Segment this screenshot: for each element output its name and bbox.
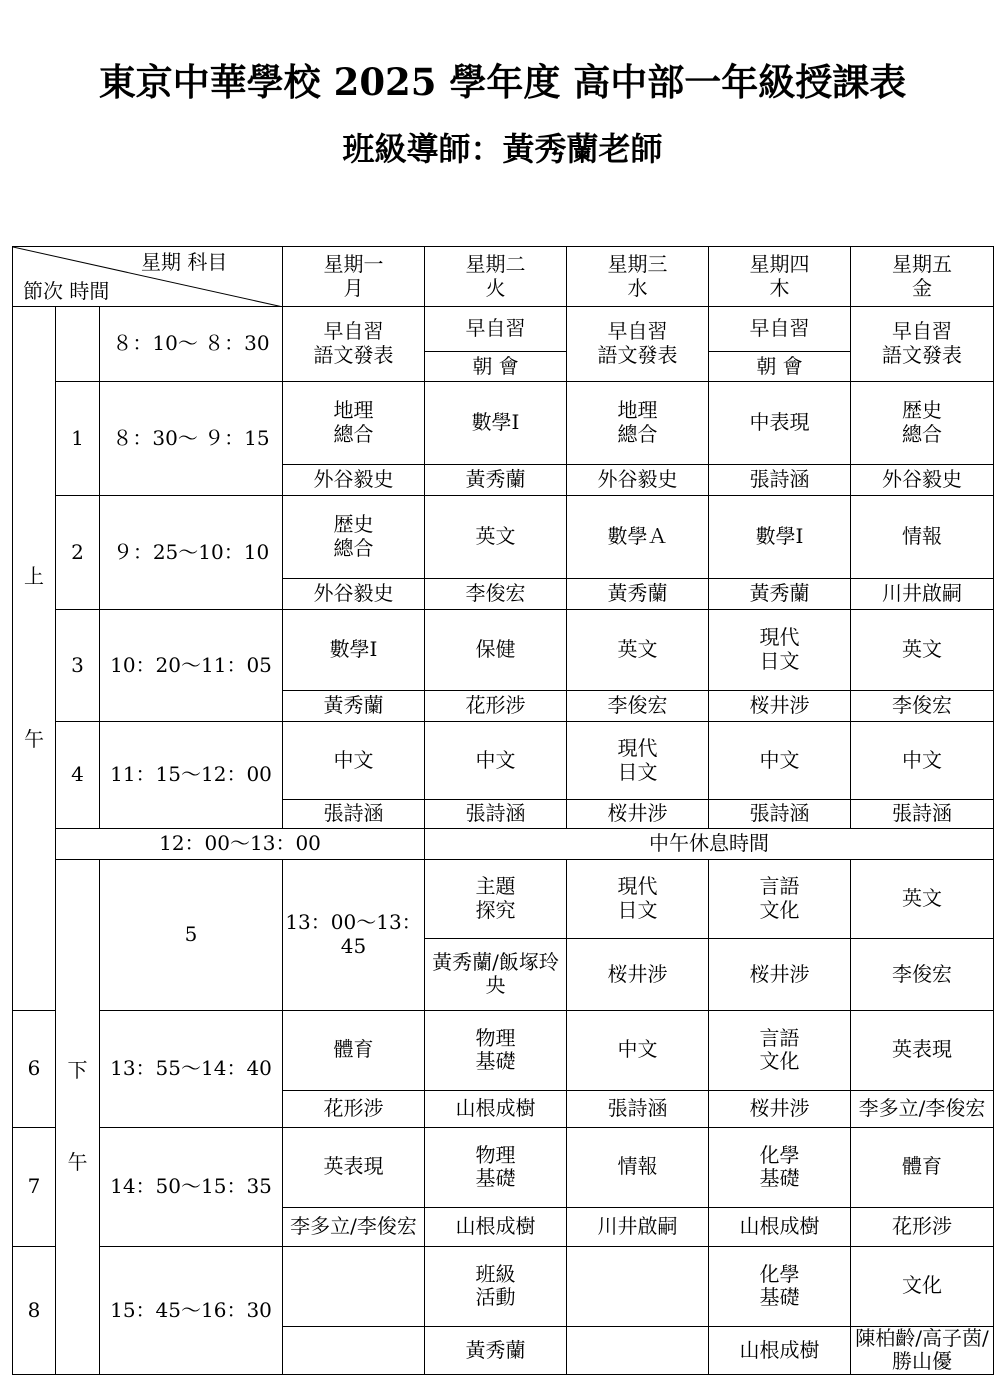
page-title: 東京中華學校 2025 學年度 高中部一年級授課表 <box>98 60 907 104</box>
subject-line: 現代 <box>617 735 658 760</box>
subject-line: 基礎 <box>759 1166 800 1191</box>
period-time: 14：50～15：35 <box>100 1127 283 1246</box>
morning-mon <box>283 307 425 382</box>
teacher-cell: 外谷毅史 <box>851 465 994 496</box>
corner-bottom-label: 節次 時間 <box>23 279 110 303</box>
subject-line: 活動 <box>475 1285 516 1310</box>
subject-line: 中文 <box>475 747 516 772</box>
subject-line: 數學Ⅰ <box>755 524 804 549</box>
teacher-cell: 張詩涵 <box>709 800 851 829</box>
subject-cell <box>567 382 709 465</box>
period-number: 4 <box>56 722 100 829</box>
subject-line: 言語 <box>759 1025 800 1050</box>
morning-fri <box>851 307 994 382</box>
subject-line: 化學 <box>759 1142 800 1167</box>
teacher-cell: 山根成樹 <box>709 1326 851 1374</box>
teacher-cell: 李多立/李俊宏 <box>283 1207 425 1246</box>
subject-line: 英文 <box>902 886 943 911</box>
header-day-thu <box>709 247 851 307</box>
period-number: 2 <box>56 496 100 610</box>
teacher-cell: 山根成樹 <box>425 1207 567 1246</box>
subject-line: 日文 <box>759 649 800 673</box>
subject-line: 班級 <box>475 1261 516 1286</box>
period-time: 11：15～12：00 <box>100 722 283 829</box>
teacher-cell: 山根成樹 <box>709 1207 851 1246</box>
subject-cell <box>851 382 994 465</box>
teacher-cell: 張詩涵 <box>425 800 567 829</box>
subject-line: 英文 <box>617 637 658 662</box>
period-number: 8 <box>13 1246 56 1374</box>
morning-tue-bottom: 朝 會 <box>425 352 567 382</box>
subject-line: 中文 <box>333 747 374 772</box>
subject-line: 日文 <box>617 898 658 922</box>
period-time: 15：45～16：30 <box>100 1246 283 1374</box>
page-subtitle: 班級導師：黃秀蘭老師 <box>342 130 663 168</box>
teacher-cell: 桜井涉 <box>567 939 709 1011</box>
period-row <box>13 382 994 465</box>
subject-line: 地理 <box>617 398 658 423</box>
subject-cell <box>709 1127 851 1207</box>
subject-cell <box>567 1127 709 1207</box>
subject-line: 文化 <box>902 1273 943 1298</box>
day-label: 星期三 <box>607 251 668 276</box>
morning-line2: 語文發表 <box>597 343 678 367</box>
subject-line: 探究 <box>475 898 516 922</box>
teacher-cell: 陳柏齡/高子茵/勝山優 <box>851 1326 994 1374</box>
subject-cell <box>425 722 567 800</box>
subject-cell <box>567 722 709 800</box>
teacher-cell: 桜井涉 <box>709 1090 851 1127</box>
subject-cell <box>709 722 851 800</box>
subject-line: 中文 <box>902 747 943 772</box>
morning-line1: 早自習 <box>323 319 384 344</box>
day-kanji: 月 <box>343 275 364 300</box>
morning-line1: 早自習 <box>892 319 953 344</box>
subject-line: 中文 <box>759 747 800 772</box>
subject-cell <box>283 722 425 800</box>
subject-cell <box>709 1246 851 1326</box>
subject-line: 英表現 <box>892 1037 953 1062</box>
subject-line: 總合 <box>617 422 658 446</box>
subject-cell <box>567 1246 709 1326</box>
lunch-row <box>13 829 994 860</box>
teacher-cell <box>567 1326 709 1374</box>
subject-cell <box>425 496 567 579</box>
period-row <box>13 860 994 939</box>
day-label: 星期二 <box>465 251 526 276</box>
subject-line: 地理 <box>333 398 374 423</box>
subject-line: 情報 <box>902 524 943 549</box>
subject-cell <box>283 1127 425 1207</box>
header-row <box>13 247 994 307</box>
subject-line: 歴史 <box>333 512 374 537</box>
subject-line: 英表現 <box>323 1154 384 1179</box>
subject-line: 現代 <box>617 874 658 899</box>
subject-cell <box>425 610 567 691</box>
teacher-cell: 李俊宏 <box>567 691 709 722</box>
pm-label-bottom: 午 <box>67 1149 88 1174</box>
teacher-cell: 桜井涉 <box>709 939 851 1011</box>
period-time: 13：55～14：40 <box>100 1010 283 1127</box>
subject-cell <box>567 1010 709 1090</box>
period-time: ９：25～10：10 <box>100 496 283 610</box>
morning-line2: 語文發表 <box>882 343 963 367</box>
period-number: 1 <box>56 382 100 496</box>
teacher-cell: 山根成樹 <box>425 1090 567 1127</box>
subject-line: 體育 <box>902 1154 943 1179</box>
subject-line: 保健 <box>475 637 516 662</box>
teacher-cell: 花形涉 <box>425 691 567 722</box>
morning-tue-top: 早自習 <box>425 307 567 352</box>
subject-line: 體育 <box>333 1037 374 1062</box>
subject-cell <box>425 382 567 465</box>
teacher-cell: 黃秀蘭 <box>709 579 851 610</box>
am-label-top: 上 <box>24 563 44 588</box>
teacher-cell: 李俊宏 <box>851 691 994 722</box>
subject-cell <box>283 496 425 579</box>
teacher-cell: 川井啟嗣 <box>567 1207 709 1246</box>
teacher-cell <box>283 1326 425 1374</box>
period-row <box>13 496 994 579</box>
subject-cell <box>425 1246 567 1326</box>
subject-cell <box>709 496 851 579</box>
subject-line: 中表現 <box>749 410 810 435</box>
period-time: 13：00～13：45 <box>283 860 425 1011</box>
teacher-cell: 川井啟嗣 <box>851 579 994 610</box>
teacher-cell: 黃秀蘭 <box>567 579 709 610</box>
day-kanji: 火 <box>485 275 506 300</box>
subject-line: 主題 <box>475 874 516 899</box>
timetable <box>12 246 994 1375</box>
subject-line: 化學 <box>759 1261 800 1286</box>
subject-line: 總合 <box>333 422 374 446</box>
lunch-label: 中午休息時間 <box>425 829 994 860</box>
subject-line: 總合 <box>902 422 943 446</box>
subject-line: 中文 <box>617 1037 658 1062</box>
day-label: 星期一 <box>323 251 384 276</box>
subject-cell <box>851 1127 994 1207</box>
header-day-tue <box>425 247 567 307</box>
teacher-cell: 張詩涵 <box>283 800 425 829</box>
period-number: 7 <box>13 1127 56 1246</box>
corner-top-label: 星期 科目 <box>141 250 228 274</box>
subject-cell <box>709 382 851 465</box>
subject-line: 英文 <box>475 524 516 549</box>
subject-cell <box>567 496 709 579</box>
day-kanji: 金 <box>912 275 933 300</box>
subject-line: 文化 <box>759 1049 800 1074</box>
header-day-fri <box>851 247 994 307</box>
subject-line: 現代 <box>759 625 800 650</box>
header-day-wed <box>567 247 709 307</box>
teacher-cell: 花形涉 <box>283 1090 425 1127</box>
subject-line: 基礎 <box>475 1049 516 1074</box>
teacher-cell: 張詩涵 <box>567 1090 709 1127</box>
subject-line: 文化 <box>759 898 800 922</box>
pm-label-cell <box>56 860 100 1375</box>
am-label-bottom: 午 <box>24 727 44 752</box>
subject-line: 言語 <box>759 874 800 899</box>
subject-line: 日文 <box>617 759 658 784</box>
subject-cell <box>851 722 994 800</box>
morning-wed <box>567 307 709 382</box>
am-label-cell <box>13 307 56 1011</box>
period-number: 6 <box>13 1010 56 1127</box>
subject-cell <box>425 1127 567 1207</box>
subject-line: 數學Ａ <box>607 524 668 549</box>
period-row <box>13 1010 994 1090</box>
morning-line1: 早自習 <box>607 319 668 344</box>
subject-cell <box>283 610 425 691</box>
subject-cell <box>709 1010 851 1090</box>
subject-line: 物理 <box>475 1025 516 1050</box>
subject-cell <box>851 860 994 939</box>
header-day-mon <box>283 247 425 307</box>
period-time: 10：20～11：05 <box>100 610 283 722</box>
subject-cell <box>283 1246 425 1326</box>
subject-cell <box>851 496 994 579</box>
subject-cell <box>851 1246 994 1326</box>
day-kanji: 水 <box>627 275 648 300</box>
day-kanji: 木 <box>769 275 790 300</box>
morning-row <box>13 307 994 352</box>
subject-cell <box>283 382 425 465</box>
subject-cell <box>709 860 851 939</box>
period-row <box>13 1246 994 1326</box>
period-time: ８：30～ ９：15 <box>100 382 283 496</box>
subject-cell <box>283 1010 425 1090</box>
teacher-cell: 李俊宏 <box>425 579 567 610</box>
subject-line: 情報 <box>617 1154 658 1179</box>
teacher-cell: 張詩涵 <box>851 800 994 829</box>
period-row <box>13 722 994 800</box>
lunch-time: 12：00～13：00 <box>56 829 425 860</box>
morning-num-cell <box>56 307 100 382</box>
teacher-cell: 外谷毅史 <box>567 465 709 496</box>
morning-line2: 語文發表 <box>313 343 394 367</box>
teacher-cell: 李俊宏 <box>851 939 994 1011</box>
teacher-cell: 黃秀蘭 <box>425 1326 567 1374</box>
header-corner-cell <box>13 247 283 307</box>
teacher-cell: 黃秀蘭 <box>283 691 425 722</box>
subject-line: 物理 <box>475 1142 516 1167</box>
subject-cell <box>425 1010 567 1090</box>
teacher-cell: 張詩涵 <box>709 465 851 496</box>
day-label: 星期五 <box>892 251 953 276</box>
subject-cell <box>567 860 709 939</box>
subject-cell <box>425 860 567 939</box>
subject-cell <box>851 1010 994 1090</box>
teacher-cell: 桜井涉 <box>709 691 851 722</box>
subject-cell <box>709 610 851 691</box>
teacher-cell: 桜井涉 <box>567 800 709 829</box>
teacher-cell: 黃秀蘭/飯塚玲央 <box>425 939 567 1011</box>
subject-line: 數學Ⅰ <box>329 637 378 662</box>
teacher-cell: 外谷毅史 <box>283 579 425 610</box>
subject-line: 基礎 <box>759 1285 800 1310</box>
period-row <box>13 610 994 691</box>
teacher-cell: 外谷毅史 <box>283 465 425 496</box>
subject-line: 歴史 <box>902 398 943 423</box>
morning-thu-bottom: 朝 會 <box>709 352 851 382</box>
subject-line: 總合 <box>333 536 374 560</box>
subject-cell <box>851 610 994 691</box>
teacher-cell: 李多立/李俊宏 <box>851 1090 994 1127</box>
subject-line: 基礎 <box>475 1166 516 1191</box>
day-label: 星期四 <box>749 251 810 276</box>
teacher-cell: 黃秀蘭 <box>425 465 567 496</box>
morning-thu-top: 早自習 <box>709 307 851 352</box>
pm-label-top: 下 <box>67 1058 88 1083</box>
subject-cell <box>567 610 709 691</box>
teacher-cell: 花形涉 <box>851 1207 994 1246</box>
morning-time: ８：10～ ８：30 <box>100 307 283 382</box>
period-number: 5 <box>100 860 283 1011</box>
period-row <box>13 1127 994 1207</box>
subject-line: 英文 <box>902 637 943 662</box>
subject-line: 數學Ⅰ <box>471 410 520 435</box>
period-number: 3 <box>56 610 100 722</box>
